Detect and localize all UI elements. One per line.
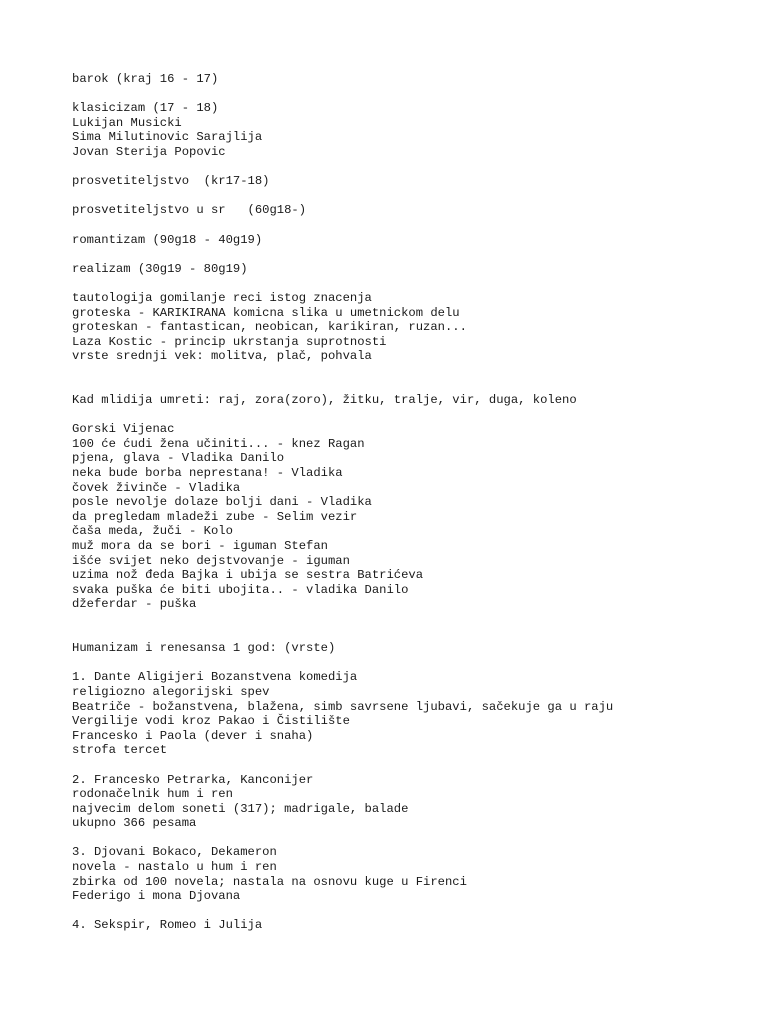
text-line: Beatriče - božanstvena, blažena, simb savrsene ljubavi, sačekuje ga u raju — [72, 699, 614, 714]
text-line: neka bude borba neprestana! - Vladika — [72, 466, 343, 481]
text-line: vrste srednji vek: molitva, plač, pohvala — [72, 349, 372, 364]
text-block — [72, 101, 752, 159]
text-line: najvecim delom soneti (317); madrigale, balade — [72, 801, 409, 816]
text-block — [72, 291, 752, 364]
text-line: džeferdar - puška — [72, 597, 197, 612]
text-line: Lukijan Musicki — [72, 115, 182, 130]
text-line: da pregledam mladeži zube - Selim vezir — [72, 509, 358, 524]
text-block — [72, 262, 752, 277]
text-line: klasicizam (17 - 18) — [72, 101, 219, 116]
text-line: groteska - KARIKIRANA komicna slika u umetnickom delu — [72, 305, 460, 320]
text-block — [72, 174, 752, 189]
text-line: muž mora da se bori - iguman Stefan — [72, 539, 328, 553]
text-line: 2. Francesko Petrarka, Kanconijer — [72, 772, 314, 787]
text-block — [72, 773, 752, 831]
text-block — [72, 393, 752, 408]
text-line: prosvetiteljstvo u sr (60g18-) — [72, 203, 307, 218]
text-line: Humanizam i renesansa 1 god: (vrste) — [72, 641, 336, 656]
text-line: tautologija gomilanje reci istog znacenja — [72, 290, 372, 305]
text-line: čaša meda, žuči - Kolo — [72, 524, 233, 539]
text-line: Francesko i Paola (dever i snaha) — [72, 728, 314, 743]
text-line: čovek živinče - Vladika — [72, 480, 241, 495]
text-block — [72, 918, 752, 933]
text-line: 1. Dante Aligijeri Bozanstvena komedija — [72, 670, 358, 685]
text-block — [72, 72, 752, 87]
text-line: novela - nastalo u hum i ren — [72, 860, 277, 875]
text-line: strofa tercet — [72, 743, 168, 758]
text-block — [72, 641, 752, 656]
text-line: ukupno 366 pesama — [72, 816, 197, 831]
text-line: barok (kraj 16 - 17) — [72, 72, 219, 86]
text-line: posle nevolje dolaze bolji dani - Vladika — [72, 495, 372, 510]
text-block — [72, 233, 752, 248]
text-line: Federigo i mona Djovana — [72, 889, 241, 904]
text-line: uzima nož đeda Bajka i ubija se sestra Batrićeva — [72, 568, 424, 583]
text-line: prosvetiteljstvo (kr17-18) — [72, 174, 270, 189]
text-line: pjena, glava - Vladika Danilo — [72, 451, 285, 466]
document-page — [72, 72, 752, 948]
text-line: Jovan Sterija Popovic — [72, 144, 226, 159]
text-line: svaka puška će biti ubojita.. - vladika Danilo — [72, 582, 409, 597]
text-line: Kad mlidija umreti: raj, zora(zoro), žitku, tralje, vir, duga, koleno — [72, 393, 577, 408]
text-line: groteskan - fantastican, neobican, karikiran, ruzan... — [72, 320, 467, 335]
text-line: 3. Djovani Bokaco, Dekameron — [72, 845, 277, 860]
text-line: 4. Sekspir, Romeo i Julija — [72, 918, 263, 933]
text-line: Sima Milutinovic Sarajlija — [72, 130, 263, 145]
text-line: Vergilije vodi kroz Pakao i Čistilište — [72, 714, 350, 729]
text-block — [72, 422, 752, 612]
text-block — [72, 670, 752, 758]
text-line: romantizam (90g18 - 40g19) — [72, 232, 263, 247]
text-line: Laza Kostic - princip ukrstanja suprotnosti — [72, 334, 387, 349]
text-line: zbirka od 100 novela; nastala na osnovu kuge u Firenci — [72, 874, 467, 889]
text-line: išće svijet neko dejstvovanje - iguman — [72, 553, 350, 568]
text-line: religiozno alegorijski spev — [72, 684, 270, 699]
text-line: 100 će ćudi žena učiniti... - knez Ragan — [72, 436, 365, 451]
text-line: rodonačelnik hum i ren — [72, 787, 233, 802]
text-block — [72, 203, 752, 218]
text-block — [72, 845, 752, 903]
text-line: realizam (30g19 - 80g19) — [72, 261, 248, 276]
text-line: Gorski Vijenac — [72, 422, 175, 437]
